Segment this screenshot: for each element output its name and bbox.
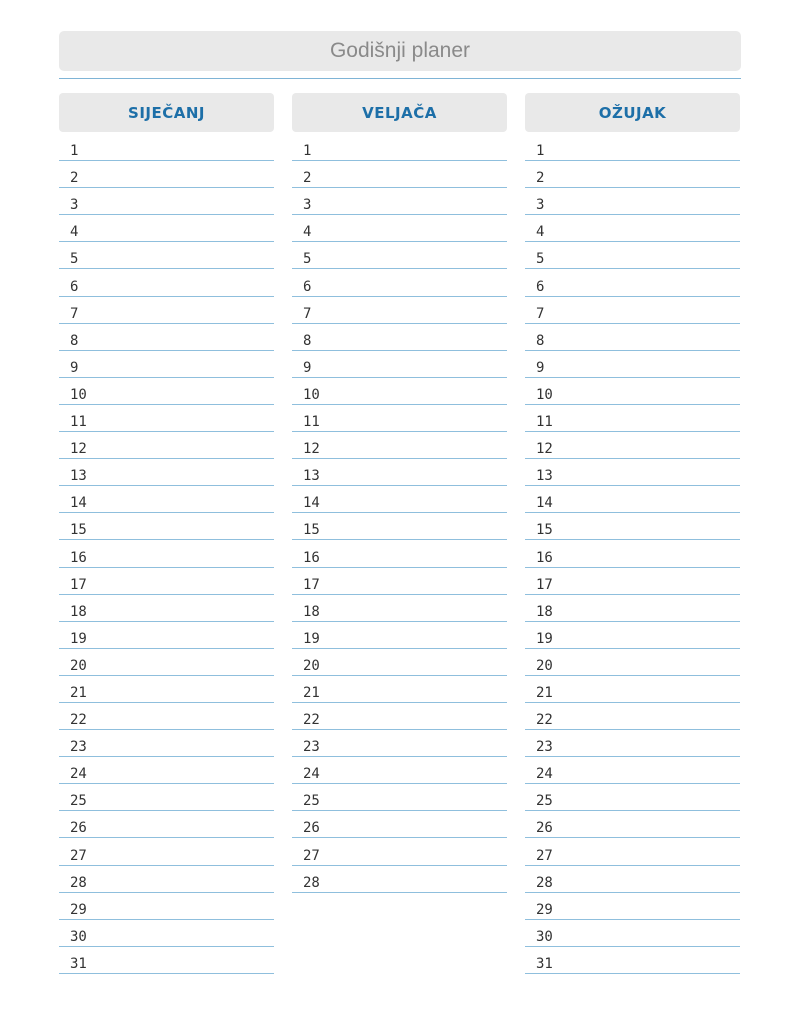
day-row[interactable] bbox=[59, 433, 274, 459]
day-number: 13 bbox=[536, 468, 553, 485]
day-number: 2 bbox=[536, 170, 545, 187]
day-number: 17 bbox=[536, 576, 553, 593]
day-list bbox=[59, 135, 274, 974]
day-number: 26 bbox=[70, 820, 87, 837]
day-row[interactable] bbox=[59, 135, 274, 161]
day-number: 2 bbox=[70, 170, 79, 187]
day-number: 4 bbox=[303, 224, 312, 241]
day-row[interactable] bbox=[59, 541, 274, 567]
day-row[interactable] bbox=[525, 406, 740, 432]
day-row[interactable] bbox=[59, 352, 274, 378]
day-row[interactable] bbox=[292, 433, 507, 459]
day-row[interactable] bbox=[292, 162, 507, 188]
day-number: 28 bbox=[536, 874, 553, 891]
day-row[interactable] bbox=[525, 352, 740, 378]
day-number: 23 bbox=[536, 739, 553, 756]
day-row[interactable] bbox=[292, 704, 507, 730]
day-number: 3 bbox=[70, 197, 79, 214]
day-number: 7 bbox=[70, 305, 79, 322]
month-name: VELJAČA bbox=[362, 103, 437, 122]
day-row[interactable] bbox=[525, 650, 740, 676]
day-row[interactable] bbox=[59, 569, 274, 595]
day-number: 7 bbox=[303, 305, 312, 322]
day-row[interactable] bbox=[59, 379, 274, 405]
day-row[interactable] bbox=[292, 731, 507, 757]
day-number: 28 bbox=[70, 874, 87, 891]
day-number: 22 bbox=[303, 712, 320, 729]
day-row[interactable] bbox=[59, 514, 274, 540]
day-number: 3 bbox=[536, 197, 545, 214]
day-number: 6 bbox=[70, 278, 79, 295]
day-row[interactable] bbox=[59, 867, 274, 893]
day-number: 26 bbox=[536, 820, 553, 837]
day-row[interactable] bbox=[525, 948, 740, 974]
day-row[interactable] bbox=[525, 704, 740, 730]
day-number: 21 bbox=[303, 684, 320, 701]
day-number: 22 bbox=[70, 712, 87, 729]
day-row[interactable] bbox=[292, 623, 507, 649]
day-row[interactable] bbox=[525, 460, 740, 486]
planner-title-bar bbox=[59, 31, 741, 71]
day-number: 30 bbox=[70, 928, 87, 945]
day-number: 12 bbox=[303, 441, 320, 458]
day-number: 30 bbox=[536, 928, 553, 945]
day-number: 11 bbox=[303, 414, 320, 431]
day-row[interactable] bbox=[59, 921, 274, 947]
day-row[interactable] bbox=[292, 569, 507, 595]
day-row[interactable] bbox=[59, 623, 274, 649]
day-row[interactable] bbox=[59, 677, 274, 703]
day-number: 17 bbox=[303, 576, 320, 593]
day-row[interactable] bbox=[525, 243, 740, 269]
day-row[interactable] bbox=[59, 596, 274, 622]
day-number: 8 bbox=[536, 332, 545, 349]
day-number: 1 bbox=[70, 143, 79, 160]
title-divider bbox=[59, 78, 741, 79]
day-number: 7 bbox=[536, 305, 545, 322]
day-row[interactable] bbox=[525, 569, 740, 595]
day-row[interactable] bbox=[292, 325, 507, 351]
day-row[interactable] bbox=[292, 487, 507, 513]
day-row[interactable] bbox=[525, 785, 740, 811]
day-row[interactable] bbox=[292, 270, 507, 296]
day-row[interactable] bbox=[525, 379, 740, 405]
day-number: 9 bbox=[536, 359, 545, 376]
day-number: 12 bbox=[536, 441, 553, 458]
day-row[interactable] bbox=[525, 731, 740, 757]
day-number: 18 bbox=[536, 603, 553, 620]
day-number: 6 bbox=[303, 278, 312, 295]
day-row[interactable] bbox=[292, 379, 507, 405]
day-number: 12 bbox=[70, 441, 87, 458]
day-number: 20 bbox=[70, 657, 87, 674]
day-number: 24 bbox=[303, 766, 320, 783]
day-number: 5 bbox=[303, 251, 312, 268]
day-row[interactable] bbox=[292, 243, 507, 269]
day-row[interactable] bbox=[292, 650, 507, 676]
day-row[interactable] bbox=[59, 189, 274, 215]
day-number: 21 bbox=[70, 684, 87, 701]
day-number: 3 bbox=[303, 197, 312, 214]
day-row[interactable] bbox=[525, 758, 740, 784]
day-number: 29 bbox=[536, 901, 553, 918]
day-number: 18 bbox=[303, 603, 320, 620]
day-row[interactable] bbox=[292, 298, 507, 324]
day-number: 18 bbox=[70, 603, 87, 620]
day-number: 19 bbox=[536, 630, 553, 647]
day-row[interactable] bbox=[59, 460, 274, 486]
day-row[interactable] bbox=[59, 650, 274, 676]
day-number: 25 bbox=[303, 793, 320, 810]
day-number: 8 bbox=[303, 332, 312, 349]
day-number: 23 bbox=[303, 739, 320, 756]
day-number: 25 bbox=[70, 793, 87, 810]
day-row[interactable] bbox=[525, 623, 740, 649]
day-number: 10 bbox=[70, 386, 87, 403]
day-number: 24 bbox=[536, 766, 553, 783]
day-number: 27 bbox=[536, 847, 553, 864]
day-row[interactable] bbox=[59, 325, 274, 351]
month-column-2 bbox=[525, 93, 740, 975]
day-row[interactable] bbox=[59, 894, 274, 920]
day-number: 15 bbox=[536, 522, 553, 539]
day-row[interactable] bbox=[59, 406, 274, 432]
planner-title: Godišnji planer bbox=[329, 39, 471, 62]
month-header bbox=[292, 93, 507, 132]
day-row[interactable] bbox=[525, 298, 740, 324]
day-number: 19 bbox=[70, 630, 87, 647]
day-number: 16 bbox=[536, 549, 553, 566]
day-number: 20 bbox=[536, 657, 553, 674]
day-row[interactable] bbox=[59, 948, 274, 974]
day-row[interactable] bbox=[59, 487, 274, 513]
day-row[interactable] bbox=[292, 352, 507, 378]
day-number: 2 bbox=[303, 170, 312, 187]
day-row[interactable] bbox=[525, 921, 740, 947]
day-row[interactable] bbox=[292, 812, 507, 838]
day-row[interactable] bbox=[292, 867, 507, 893]
day-row[interactable] bbox=[292, 189, 507, 215]
day-number: 31 bbox=[536, 955, 553, 972]
day-row[interactable] bbox=[59, 785, 274, 811]
day-number: 21 bbox=[536, 684, 553, 701]
day-list bbox=[525, 135, 740, 974]
day-row[interactable] bbox=[59, 731, 274, 757]
day-number: 15 bbox=[303, 522, 320, 539]
day-number: 16 bbox=[70, 549, 87, 566]
day-row[interactable] bbox=[525, 812, 740, 838]
day-number: 4 bbox=[70, 224, 79, 241]
day-number: 14 bbox=[70, 495, 87, 512]
month-column-0 bbox=[59, 93, 274, 975]
day-row[interactable] bbox=[292, 758, 507, 784]
day-row[interactable] bbox=[59, 758, 274, 784]
day-number: 13 bbox=[303, 468, 320, 485]
day-row[interactable] bbox=[292, 785, 507, 811]
day-row[interactable] bbox=[292, 839, 507, 865]
day-row[interactable] bbox=[59, 704, 274, 730]
day-row[interactable] bbox=[59, 216, 274, 242]
day-number: 24 bbox=[70, 766, 87, 783]
day-number: 26 bbox=[303, 820, 320, 837]
day-row[interactable] bbox=[525, 541, 740, 567]
day-row[interactable] bbox=[292, 677, 507, 703]
day-row[interactable] bbox=[525, 433, 740, 459]
day-number: 1 bbox=[536, 143, 545, 160]
day-row[interactable] bbox=[292, 541, 507, 567]
month-header bbox=[525, 93, 740, 132]
day-number: 29 bbox=[70, 901, 87, 918]
day-number: 8 bbox=[70, 332, 79, 349]
day-number: 10 bbox=[536, 386, 553, 403]
day-number: 9 bbox=[70, 359, 79, 376]
month-column-1 bbox=[292, 93, 507, 894]
day-row[interactable] bbox=[525, 270, 740, 296]
day-row[interactable] bbox=[525, 596, 740, 622]
day-list bbox=[292, 135, 507, 893]
day-number: 1 bbox=[303, 143, 312, 160]
day-row[interactable] bbox=[525, 135, 740, 161]
day-number: 14 bbox=[536, 495, 553, 512]
day-number: 16 bbox=[303, 549, 320, 566]
day-row[interactable] bbox=[292, 596, 507, 622]
day-number: 27 bbox=[70, 847, 87, 864]
day-number: 5 bbox=[70, 251, 79, 268]
month-header bbox=[59, 93, 274, 132]
day-row[interactable] bbox=[292, 135, 507, 161]
day-row[interactable] bbox=[59, 812, 274, 838]
month-name: SIJEČANJ bbox=[128, 103, 205, 122]
day-row[interactable] bbox=[525, 189, 740, 215]
day-number: 13 bbox=[70, 468, 87, 485]
day-row[interactable] bbox=[525, 216, 740, 242]
day-number: 10 bbox=[303, 386, 320, 403]
day-row[interactable] bbox=[59, 270, 274, 296]
day-row[interactable] bbox=[292, 216, 507, 242]
day-row[interactable] bbox=[525, 867, 740, 893]
day-row[interactable] bbox=[525, 839, 740, 865]
day-number: 27 bbox=[303, 847, 320, 864]
day-row[interactable] bbox=[292, 460, 507, 486]
day-number: 14 bbox=[303, 495, 320, 512]
day-number: 31 bbox=[70, 955, 87, 972]
day-number: 28 bbox=[303, 874, 320, 891]
day-number: 11 bbox=[70, 414, 87, 431]
day-row[interactable] bbox=[292, 514, 507, 540]
day-number: 22 bbox=[536, 712, 553, 729]
day-row[interactable] bbox=[59, 162, 274, 188]
day-row[interactable] bbox=[59, 298, 274, 324]
day-row[interactable] bbox=[525, 514, 740, 540]
day-row[interactable] bbox=[59, 839, 274, 865]
day-row[interactable] bbox=[525, 677, 740, 703]
day-number: 4 bbox=[536, 224, 545, 241]
day-row[interactable] bbox=[525, 487, 740, 513]
day-number: 19 bbox=[303, 630, 320, 647]
day-number: 6 bbox=[536, 278, 545, 295]
day-row[interactable] bbox=[59, 243, 274, 269]
day-number: 23 bbox=[70, 739, 87, 756]
day-number: 20 bbox=[303, 657, 320, 674]
day-row[interactable] bbox=[525, 894, 740, 920]
day-number: 25 bbox=[536, 793, 553, 810]
day-number: 9 bbox=[303, 359, 312, 376]
day-row[interactable] bbox=[525, 325, 740, 351]
day-number: 17 bbox=[70, 576, 87, 593]
day-row[interactable] bbox=[292, 406, 507, 432]
day-number: 5 bbox=[536, 251, 545, 268]
month-name: OŽUJAK bbox=[598, 103, 667, 122]
day-number: 11 bbox=[536, 414, 553, 431]
day-number: 15 bbox=[70, 522, 87, 539]
day-row[interactable] bbox=[525, 162, 740, 188]
